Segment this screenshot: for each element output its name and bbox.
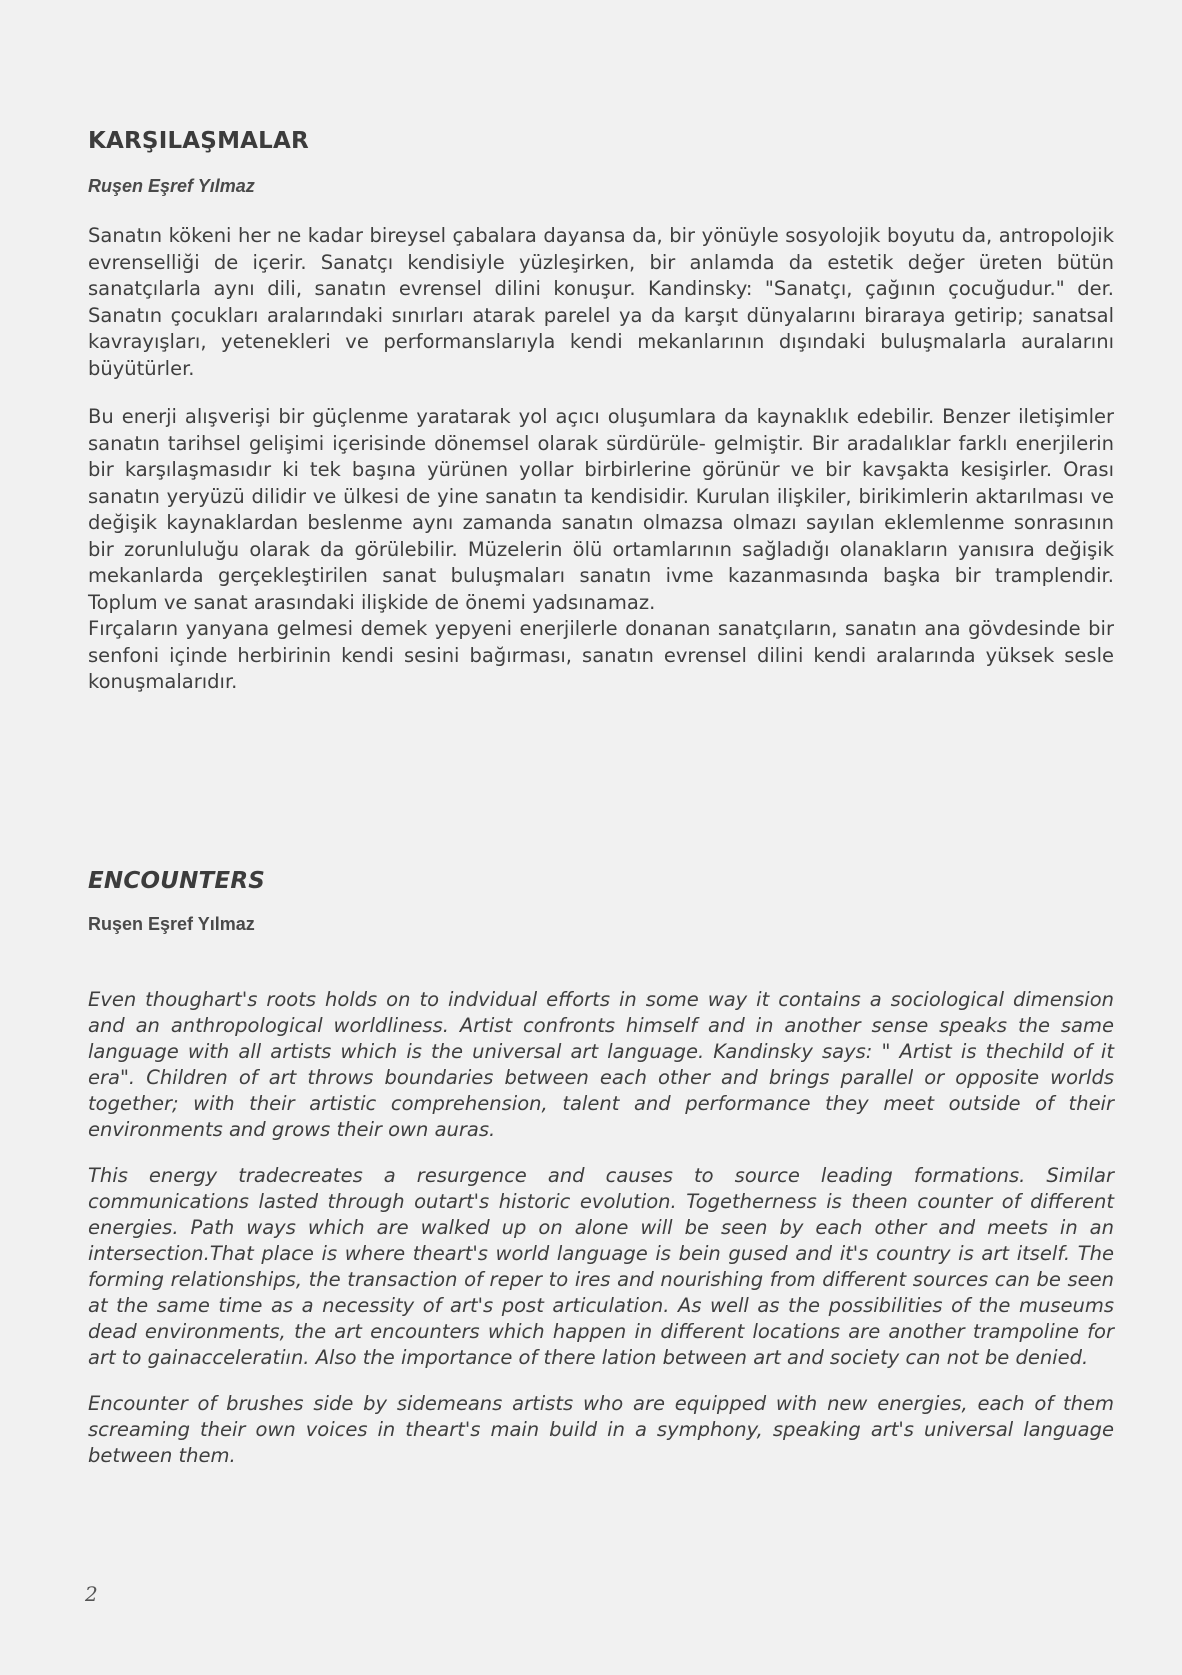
page-number: 2 [85, 1582, 98, 1606]
turkish-author: Ruşen Eşref Yılmaz [88, 176, 255, 196]
english-title: ENCOUNTERS [88, 868, 265, 894]
english-paragraph-2: This energy tradecreates a resurgence and causes to source leading formations. Similar communications lasted through outart's historic evolution. Togetherness is theen counter of different energies. Path ways which are walked up on alone will be seen by each other and meets in an intersection.That place is where theart's world language is bein gused and it's country is art itself. The forming relationships, the transaction of reper to ires and nourishing from different sources can be seen at the same time as a necessity of art's post articulation. As well as the possibilities of the museums dead environments, the art encounters which happen in different locations are another trampoline for art to gainacceleratiın. Also the importance of there lation between art and society can not be denied. [88, 1164, 1114, 1369]
turkish-body [88, 223, 1114, 696]
english-body [88, 987, 1114, 1469]
turkish-paragraph-1: Sanatın kökeni her ne kadar bireysel çabalara dayansa da, bir yönüyle sosyolojik boyutu da, antropolojik evrenselliği de içerir. Sanatçı kendisiyle yüzleşirken, bir anlamda da estetik değer üreten bütün sanatçılarla aynı dili, sanatın evrensel dilini konuşur. Kandinsky: "Sanatçı, çağının çocuğudur." der. Sanatın çocukları aralarındaki sınırları atarak parelel ya da karşıt dünyalarını biraraya getirip; sanatsal kavrayışları, yetenekleri ve performanslarıyla kendi mekanlarının dışındaki buluşmalarla auralarını büyütürler. [88, 224, 1114, 380]
turkish-title: KARŞILAŞMALAR [88, 128, 309, 154]
english-author: Ruşen Eşref Yılmaz [88, 914, 255, 934]
turkish-section [88, 128, 1114, 696]
english-paragraph-1: Even thoughart's roots holds on to indvidual efforts in some way it contains a sociological dimension and an anthropological worldliness. Artist confronts himself and in another sense speaks the same language with all artists which is the universal art language. Kandinsky says: " Artist is thechild of it era". Children of art throws boundaries between each other and brings parallel or opposite worlds together; with their artistic comprehension, talent and performance they meet outside of their environments and grows their own auras. [88, 988, 1114, 1141]
turkish-paragraph-3: Fırçaların yanyana gelmesi demek yepyeni enerjilerle donanan sanatçıların, sanatın ana gövdesinde bir senfoni içinde herbirinin kendi sesini bağırması, sanatın evrensel dilini kendi aralarında yüksek sesle konuşmalarıdır. [88, 617, 1114, 693]
english-paragraph-3: Encounter of brushes side by sidemeans artists who are equipped with new energies, each of them screaming their own voices in theart's main build in a symphony, speaking art's universal language between them. [88, 1392, 1114, 1467]
english-section [88, 868, 1114, 1469]
turkish-paragraph-2: Bu enerji alışverişi bir güçlenme yaratarak yol açıcı oluşumlara da kaynaklık edebilir. Benzer iletişimler sanatın tarihsel gelişimi içerisinde dönemsel olarak sürdürüle- gelmiştir. Bir aradalıklar farklı enerjilerin bir karşılaşmasıdır ki tek başına yürünen yollar birbirlerine görünür ve bir kavşakta kesişirler. Orası sanatın yeryüzü dilidir ve ülkesi de yine sanatın ta kendisidir. Kurulan ilişkiler, birikimlerin aktarılması ve değişik kaynaklardan beslenme aynı zamanda sanatın olmazsa olmazı sayılan eklemlenme sonrasının bir zorunluluğu olarak da görülebilir. Müzelerin ölü ortamlarının sağladığı olanakların yanısıra değişik mekanlarda gerçekleştirilen sanat buluşmaları sanatın ivme kazanmasında başka bir tramplendir. Toplum ve sanat arasındaki ilişkide de önemi yadsınamaz. [88, 405, 1114, 614]
